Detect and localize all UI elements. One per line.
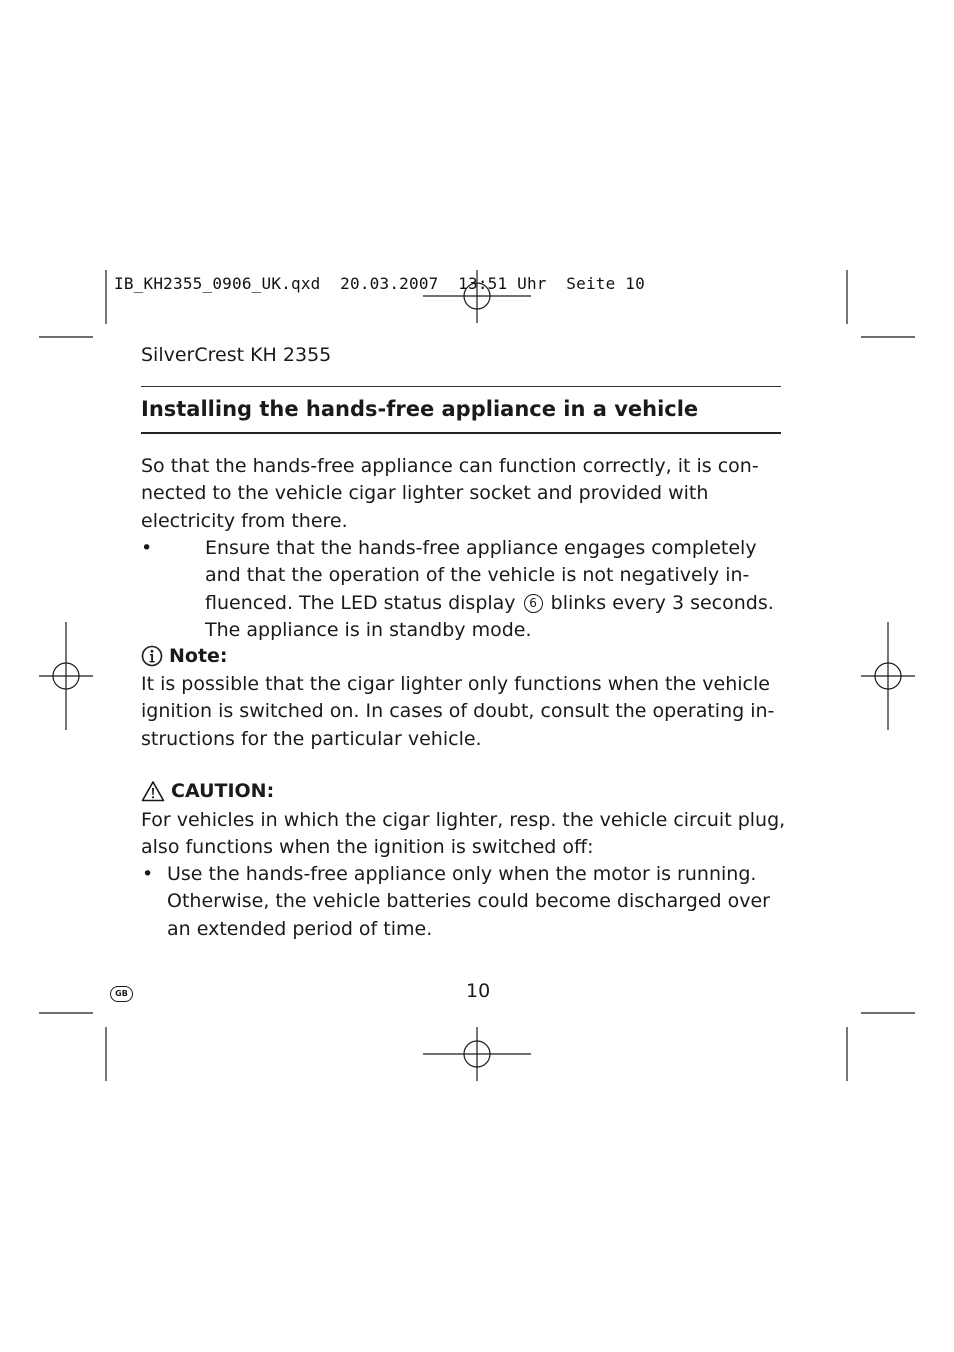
caution-heading	[141, 780, 274, 802]
header-rule	[141, 386, 781, 387]
note-heading	[141, 645, 228, 667]
warning-triangle-icon	[141, 780, 165, 802]
print-slug-line: IB_KH2355_0906_UK.qxd 20.03.2007 13:51 Uhr Seite 10	[114, 274, 645, 293]
registration-mark-left	[39, 622, 93, 730]
registration-mark-right	[861, 622, 915, 730]
bullet-text-before: Ensure that the hands-free appliance engages completely and that the operation of the vehicle is not negatively in-fluenced. The LED status display	[205, 537, 757, 614]
bullet-text: Use the hands-free appliance only when the motor is running. Otherwise, the vehicle batteries could become discharged over an extended period of time.	[167, 863, 770, 940]
bullet-text-after: blinks every 3 seconds. The appliance is in standby mode.	[205, 591, 774, 641]
caution-text: For vehicles in which the cigar lighter, resp. the vehicle circuit plug, also functions when the ignition is switched off:	[141, 809, 786, 859]
bullet-marker: •	[141, 537, 153, 559]
product-name: SilverCrest KH 2355	[141, 344, 332, 366]
reference-number-badge: 6	[524, 594, 543, 613]
note-label: Note:	[169, 645, 228, 667]
registration-mark-bottom	[423, 1027, 531, 1081]
note-text: It is possible that the cigar lighter only functions when the vehicle ignition is switched on. In cases of doubt, consult the operating in-structions for the particular vehicle.	[141, 673, 775, 750]
caution-label: CAUTION:	[171, 780, 275, 802]
info-icon	[141, 645, 163, 667]
page-number: 10	[466, 980, 491, 1002]
heading-rule	[141, 432, 781, 434]
section-heading: Installing the hands-free appliance in a vehicle	[141, 397, 699, 421]
bullet-text	[205, 535, 786, 644]
intro-paragraph: So that the hands-free appliance can function correctly, it is con-nected to the vehicle cigar lighter socket and provided with electricity from there.	[141, 455, 759, 532]
bullet-marker: •	[142, 863, 154, 885]
country-badge: GB	[110, 986, 133, 1002]
